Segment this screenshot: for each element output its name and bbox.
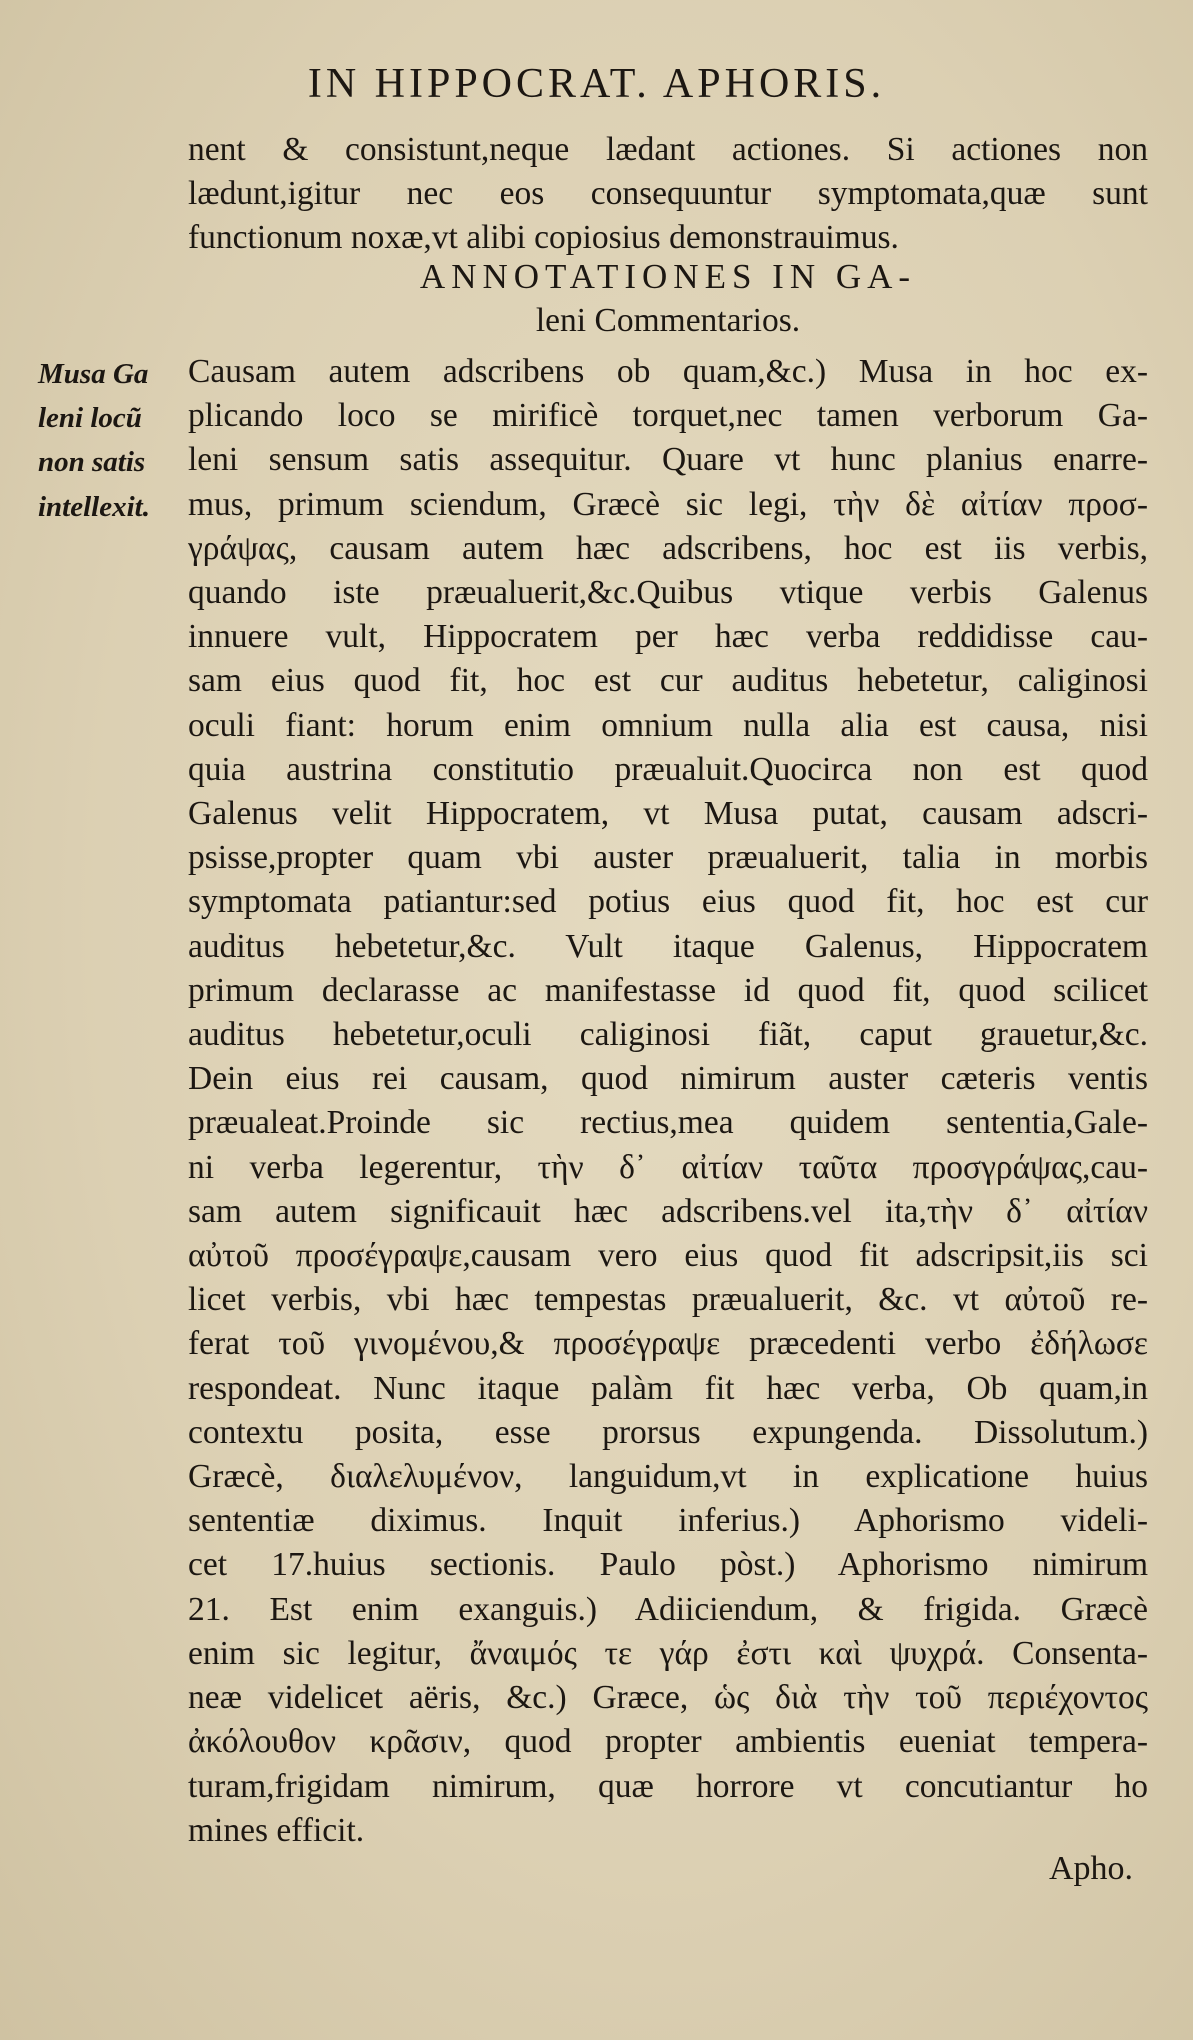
margin-note-line: intellexit. xyxy=(38,490,150,523)
text-line: sam autem significauit hæc adscribens.vel ita,τὴν δ᾽ αἰτίαν xyxy=(188,1192,1148,1230)
text-line: respondeat. Nunc itaque palàm fit hæc verba, Ob quam,in xyxy=(188,1369,1148,1407)
text-line: Dein eius rei causam, quod nimirum auster cæteris ventis xyxy=(188,1060,1148,1098)
text-line: cet 17.huius sectionis. Paulo pòst.) Aphorismo nimirum xyxy=(188,1546,1148,1584)
margin-note-line: non satis xyxy=(38,446,146,479)
text-line: mines efficit. xyxy=(188,1811,365,1849)
text-line: Causam autem adscribens ob quam,&c.) Musa in hoc ex- xyxy=(188,353,1148,390)
margin-note-line: Musa Ga xyxy=(38,358,149,390)
text-line: nent & consistunt,neque lædant actiones. Si actiones non xyxy=(188,131,1148,168)
text-line: Galenus velit Hippocratem, vt Musa putat, causam adscri- xyxy=(188,795,1148,833)
text-line: ni verba legerentur, τὴν δ᾽ αἰτίαν ταῦτα προσγράψας,cau- xyxy=(188,1148,1148,1186)
margin-note-line: leni locũ xyxy=(38,402,142,435)
text-line: innuere vult, Hippocratem per hæc verba reddidisse cau- xyxy=(188,618,1148,656)
text-line: ἀκόλουθον κρᾶσιν, quod propter ambientis eueniat tempera- xyxy=(188,1723,1148,1761)
text-line: licet verbis, vbi hæc tempestas præualuerit, &c. vt αὐτοῦ re- xyxy=(188,1281,1148,1319)
text-line: symptomata patiantur:sed potius eius quod fit, hoc est cur xyxy=(188,883,1148,921)
text-line: quia austrina constitutio præualuit.Quocirca non est quod xyxy=(188,750,1148,788)
text-line: turam,frigidam nimirum, quæ horrore vt concutiantur ho xyxy=(188,1767,1148,1805)
text-line: contextu posita, esse prorsus expungenda. Dissolutum.) xyxy=(188,1413,1148,1451)
text-line: sententiæ diximus. Inquit inferius.) Aphorismo videli- xyxy=(188,1502,1148,1540)
running-header: IN HIPPOCRAT. APHORIS. xyxy=(307,61,886,107)
text-line: 21. Est enim exanguis.) Adiiciendum, & frigida. Græcè xyxy=(188,1590,1148,1628)
text-line: αὐτοῦ προσέγραψε,causam vero eius quod fit adscripsit,iis sci xyxy=(188,1237,1148,1275)
annotations-subheading: leni Commentarios. xyxy=(535,302,801,339)
text-line: sam eius quod fit, hoc est cur auditus hebetetur, caliginosi xyxy=(188,662,1148,700)
annotations-heading: ANNOTATIONES IN GA- xyxy=(419,257,917,296)
catchword: Apho. xyxy=(1048,1850,1133,1887)
text-line: ferat τοῦ γινομένου,& προσέγραψε præcedenti verbo ἐδήλωσε xyxy=(188,1325,1148,1363)
text-line: auditus hebetetur,&c. Vult itaque Galenus, Hippocratem xyxy=(188,927,1148,965)
text-line: lædunt,igitur nec eos consequuntur symptomata,quæ sunt xyxy=(188,175,1148,213)
text-line: neæ videlicet aëris, &c.) Græce, ὡς διὰ τὴν τοῦ περιέχοντος xyxy=(188,1679,1148,1717)
text-line: oculi fiant: horum enim omnium nulla alia est causa, nisi xyxy=(188,706,1148,744)
text-line: primum declarasse ac manifestasse id quod fit, quod scilicet xyxy=(188,971,1148,1009)
text-line: functionum noxæ,vt alibi copiosius demonstrauimus. xyxy=(188,219,899,257)
text-line: plicando loco se mirificè torquet,nec tamen verborum Ga- xyxy=(188,397,1148,435)
text-line: auditus hebetetur,oculi caliginosi fiãt, caput grauetur,&c. xyxy=(188,1016,1148,1054)
text-line: psisse,propter quam vbi auster præualuerit, talia in morbis xyxy=(188,839,1148,877)
intro-paragraph xyxy=(188,128,1148,261)
text-line: quando iste præualuerit,&c.Quibus vtique verbis Galenus xyxy=(188,574,1148,612)
text-line: enim sic legitur, ἄναιμός τε γάρ ἐστι καὶ ψυχρά. Consenta- xyxy=(188,1634,1148,1672)
annotation-body xyxy=(188,350,1148,1853)
text-line: mus, primum sciendum, Græcè sic legi, τὴν δὲ αἰτίαν προσ- xyxy=(188,485,1148,523)
text-line: Græcè, διαλελυμένον, languidum,vt in explicatione huius xyxy=(188,1458,1148,1496)
text-line: γράψας, causam autem hæc adscribens, hoc est iis verbis, xyxy=(188,529,1148,567)
text-line: præualeat.Proinde sic rectius,mea quidem sententia,Gale- xyxy=(188,1104,1148,1142)
text-line: leni sensum satis assequitur. Quare vt hunc planius enarre- xyxy=(188,441,1148,479)
margin-note xyxy=(38,352,188,529)
